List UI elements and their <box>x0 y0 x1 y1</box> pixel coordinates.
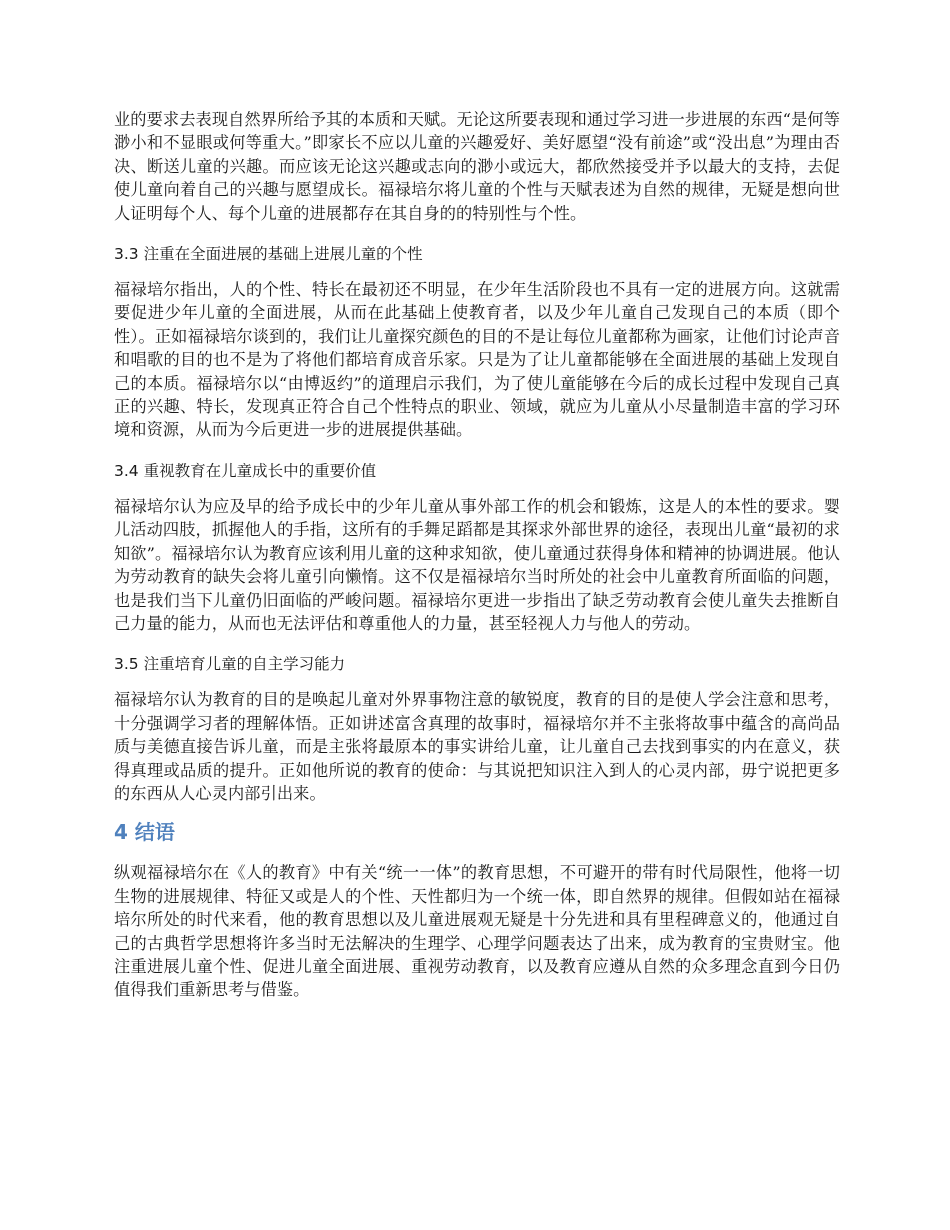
section-3-5-title: 3.5 注重培育儿童的自主学习能力 <box>114 655 346 674</box>
document-body <box>114 108 840 1002</box>
section-3-4-paragraph: 福禄培尔认为应及早的给予成长中的少年儿童从事外部工作的机会和锻炼，这是人的本性的要求。婴儿活动四肢，抓握他人的手指，这所有的手舞足蹈都是其探求外部世界的途径，表现出儿童“最初的求知欲”。福禄培尔认为教育应该利用儿童的这种求知欲，使儿童通过获得身体和精神的协调进展。他认为劳动教育的缺失会将儿童引向懒惰。这不仅是福禄培尔当时所处的社会中儿童教育所面临的问题，也是我们当下儿童仍旧面临的严峻问题。福禄培尔更进一步指出了缺乏劳动教育会使儿童失去推断自己力量的能力，从而也无法评估和尊重他人的力量，甚至轻视人力与他人的劳动。 <box>114 496 840 633</box>
section-3-3-paragraph: 福禄培尔指出，人的个性、特长在最初还不明显，在少年生活阶段也不具有一定的进展方向。这就需要促进少年儿童的全面进展，从而在此基础上使教育者，以及少年儿童自己发现自己的本质（即个性）。正如福禄培尔谈到的，我们让儿童探究颜色的目的不是让每位儿童都称为画家，让他们讨论声音和唱歌的目的也不是为了将他们都培育成音乐家。只是为了让儿童都能够在全面进展的基础上发现自己的本质。福禄培尔以“由博返约”的道理启示我们，为了使儿童能够在今后的成长过程中发现自己真正的兴趣、特长，发现真正符合自己个性特点的职业、领域，就应为儿童从小尽量制造丰富的学习环境和资源，从而为今后更进一步的进展提供基础。 <box>114 280 840 440</box>
section-3-3-title: 3.3 注重在全面进展的基础上进展儿童的个性 <box>114 245 423 264</box>
section-3-5-paragraph: 福禄培尔认为教育的目的是唤起儿童对外界事物注意的敏锐度，教育的目的是使人学会注意和思考，十分强调学习者的理解体悟。正如讲述富含真理的故事时，福禄培尔并不主张将故事中蕴含的高尚品质与美德直接告诉儿童，而是主张将最原本的事实讲给儿童，让儿童自己去找到事实的内在意义，获得真理或品质的提升。正如他所说的教育的使命：与其说把知识注入到人的心灵内部，毋宁说把更多的东西从人心灵内部引出来。 <box>114 690 840 803</box>
conclusion-paragraph: 纵观福禄培尔在《人的教育》中有关“统一一体”的教育思想，不可避开的带有时代局限性，他将一切生物的进展规律、特征又或是人的个性、天性都归为一个统一体，即自然界的规律。但假如站在福禄培尔所处的时代来看，他的教育思想以及儿童进展观无疑是十分先进和具有里程碑意义的，他通过自己的古典哲学思想将许多当时无法解决的生理学、心理学问题表达了出来，成为教育的宝贵财宝。他注重进展儿童个性、促进儿童全面进展、重视劳动教育，以及教育应遵从自然的众多理念直到今日仍值得我们重新思考与借鉴。 <box>114 863 840 1000</box>
intro-paragraph: 业的要求去表现自然界所给予其的本质和天赋。无论这所要表现和通过学习进一步进展的东西“是何等渺小和不显眼或何等重大。”即家长不应以儿童的兴趣爱好、美好愿望“没有前途”或“没出息”为理由否决、断送儿童的兴趣。而应该无论这兴趣或志向的渺小或远大，都欣然接受并予以最大的支持，去促使儿童向着自己的兴趣与愿望成长。福禄培尔将儿童的个性与天赋表述为自然的规律，无疑是想向世人证明每个人、每个儿童的进展都存在其自身的的特别性与个性。 <box>114 110 840 223</box>
section-4-heading: 4 结语 <box>114 820 175 845</box>
section-3-4-title: 3.4 重视教育在儿童成长中的重要价值 <box>114 461 377 480</box>
